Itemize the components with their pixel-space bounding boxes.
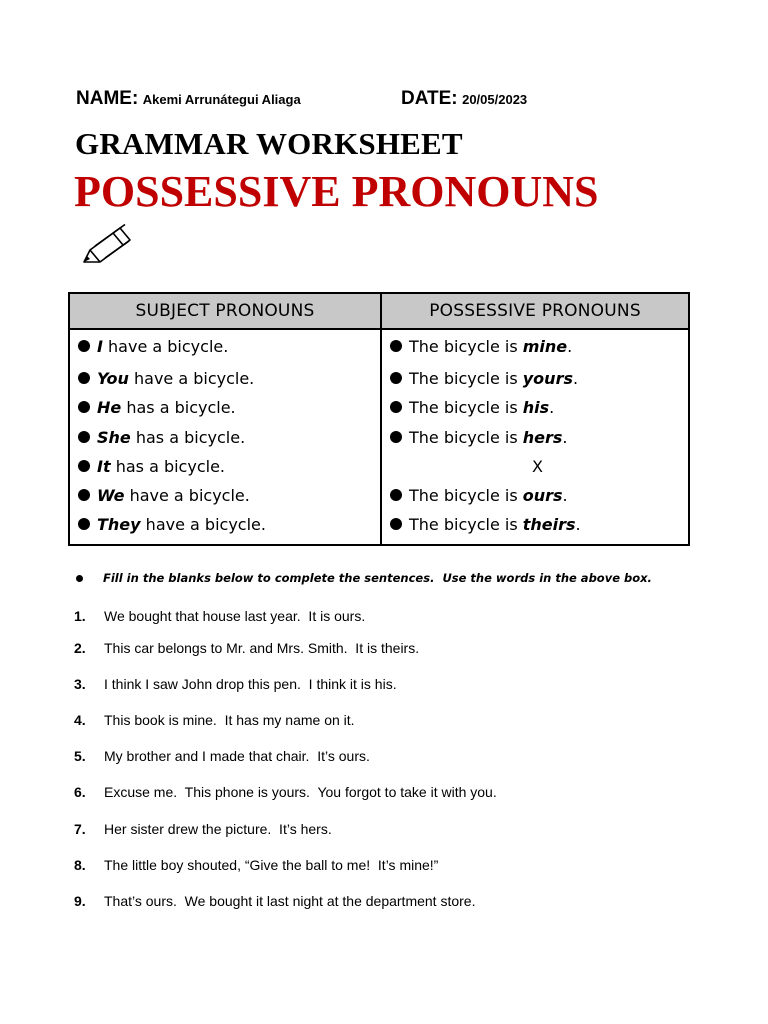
sentence-text: My brother and I made that chair. It’s ours.	[104, 748, 370, 764]
bullet-icon	[390, 372, 402, 384]
sentence-number: 7.	[74, 821, 86, 837]
subject-row: You have a bicycle.	[78, 366, 254, 390]
bullet-icon	[390, 431, 402, 443]
sentence-item	[74, 638, 714, 658]
instruction	[76, 568, 716, 588]
sentence-item	[74, 746, 714, 766]
bullet-icon	[78, 518, 90, 530]
possessive-header: POSSESSIVE PRONOUNS	[382, 294, 688, 330]
sentence-item	[74, 782, 714, 802]
bullet-icon	[390, 401, 402, 413]
sentence-number: 8.	[74, 857, 86, 873]
it-row-mark: X	[532, 457, 543, 476]
name-value: Akemi Arrunátegui Aliaga	[142, 92, 301, 107]
pronoun-table	[68, 292, 690, 546]
subject-row: They have a bicycle.	[78, 512, 266, 536]
bullet-icon	[390, 489, 402, 501]
name-label: NAME:	[76, 88, 139, 109]
bullet-icon	[78, 401, 90, 413]
topic-title: POSSESSIVE PRONOUNS	[74, 167, 599, 216]
possessive-row: The bicycle is hers .	[390, 425, 568, 449]
sentence-number: 3.	[74, 676, 86, 692]
header	[76, 88, 716, 114]
bullet-icon	[78, 431, 90, 443]
sentence-number: 4.	[74, 712, 86, 728]
sentence-item	[74, 891, 714, 911]
sentence-text: I think I saw John drop this pen. I think it is his.	[104, 676, 397, 692]
possessive-row: The bicycle is mine .	[390, 334, 572, 358]
worksheet-title: GRAMMAR WORKSHEET	[75, 126, 463, 161]
bullet-icon	[78, 460, 90, 472]
sentence-text: The little boy shouted, “Give the ball to me! It’s mine!”	[104, 857, 439, 873]
bullet-icon	[390, 340, 402, 352]
bullet-icon	[78, 340, 90, 352]
sentence-number: 5.	[74, 748, 86, 764]
sentence-number: 9.	[74, 893, 86, 909]
subject-row: It has a bicycle.	[78, 454, 225, 478]
sentence-item	[74, 606, 714, 626]
subject-row: He has a bicycle.	[78, 395, 236, 419]
subject-column	[70, 294, 382, 544]
date-field	[401, 88, 527, 110]
date-value: 20/05/2023	[462, 92, 528, 107]
instruction-text: Fill in the blanks below to complete the sentences. Use the words in the above box.	[103, 571, 652, 585]
sentence-number: 6.	[74, 784, 86, 800]
date-label: DATE:	[401, 88, 458, 109]
sentence-number: 2.	[74, 640, 86, 656]
sentence-number: 1.	[74, 608, 86, 624]
bullet-icon	[78, 489, 90, 501]
possessive-row: The bicycle is his .	[390, 395, 554, 419]
sentence-item	[74, 674, 714, 694]
sentence-item	[74, 819, 714, 839]
bullet-icon	[78, 372, 90, 384]
sentence-text: We bought that house last year. It is ours.	[104, 608, 366, 624]
possessive-column	[382, 294, 688, 544]
possessive-row: The bicycle is theirs .	[390, 512, 581, 536]
subject-row: I have a bicycle.	[78, 334, 228, 358]
subject-header: SUBJECT PRONOUNS	[70, 294, 380, 330]
sentence-text: This car belongs to Mr. and Mrs. Smith. It is theirs.	[104, 640, 420, 656]
sentence-text: That’s ours. We bought it last night at the department store.	[104, 893, 476, 909]
sentence-item	[74, 710, 714, 730]
pencil-icon	[80, 224, 134, 266]
subject-row: She has a bicycle.	[78, 425, 245, 449]
bullet-icon	[76, 575, 83, 582]
possessive-row: The bicycle is yours .	[390, 366, 578, 390]
subject-row: We have a bicycle.	[78, 483, 250, 507]
sentence-text: Excuse me. This phone is yours. You forgot to take it with you.	[104, 784, 497, 800]
possessive-row: The bicycle is ours .	[390, 483, 568, 507]
sentence-text: This book is mine. It has my name on it.	[104, 712, 355, 728]
name-field	[76, 88, 301, 110]
sentence-item	[74, 855, 714, 875]
bullet-icon	[390, 518, 402, 530]
sentence-text: Her sister drew the picture. It’s hers.	[104, 821, 332, 837]
